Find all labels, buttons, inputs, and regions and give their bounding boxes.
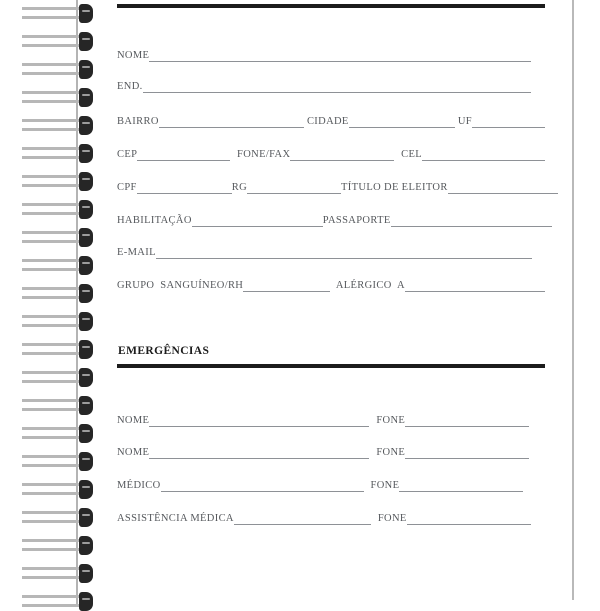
spiral-coil-cap bbox=[79, 592, 93, 611]
spiral-coil bbox=[22, 368, 92, 387]
form-field bbox=[336, 276, 545, 292]
field-write-line[interactable] bbox=[192, 214, 323, 227]
spiral-coil-cap bbox=[79, 312, 93, 331]
spiral-coil-highlight bbox=[82, 94, 90, 96]
spiral-wire bbox=[22, 212, 84, 215]
spiral-coil-cap bbox=[79, 508, 93, 527]
form-field bbox=[232, 178, 341, 194]
spiral-wire bbox=[22, 156, 84, 159]
spiral-coil bbox=[22, 32, 92, 51]
form-field bbox=[117, 276, 330, 292]
spiral-coil-highlight bbox=[82, 430, 90, 432]
spiral-coil-highlight bbox=[82, 458, 90, 460]
spiral-wire bbox=[22, 483, 84, 486]
form-field-row bbox=[117, 243, 545, 259]
field-write-line[interactable] bbox=[422, 148, 545, 161]
field-write-line[interactable] bbox=[149, 446, 369, 459]
spiral-coil-cap bbox=[79, 32, 93, 51]
spiral-coil bbox=[22, 424, 92, 443]
spiral-coil-highlight bbox=[82, 38, 90, 40]
field-write-line[interactable] bbox=[243, 279, 330, 292]
field-label: HABILITAÇÃO bbox=[117, 215, 192, 226]
field-gap bbox=[369, 458, 376, 459]
form-field bbox=[307, 112, 455, 128]
field-label: CEP bbox=[117, 149, 138, 160]
spiral-coil-cap bbox=[79, 88, 93, 107]
spiral-wire bbox=[22, 119, 84, 122]
form-field-row bbox=[117, 276, 545, 292]
field-label: ALÉRGICO A bbox=[335, 280, 405, 291]
spiral-wire bbox=[22, 259, 84, 262]
form-field bbox=[117, 411, 369, 427]
spiral-coil-cap bbox=[79, 144, 93, 163]
spiral-coil bbox=[22, 88, 92, 107]
field-label: RG bbox=[231, 182, 248, 193]
form-field bbox=[117, 509, 371, 525]
form-field bbox=[117, 211, 323, 227]
field-write-line[interactable] bbox=[290, 148, 394, 161]
spiral-coil-highlight bbox=[82, 150, 90, 152]
field-label: END. bbox=[117, 81, 143, 92]
field-gap bbox=[371, 524, 378, 525]
form-field-row bbox=[117, 211, 545, 227]
field-write-line[interactable] bbox=[234, 512, 371, 525]
spiral-coil bbox=[22, 256, 92, 275]
form-field bbox=[117, 145, 230, 161]
form-field bbox=[378, 509, 531, 525]
spiral-coil bbox=[22, 340, 92, 359]
form-field-row bbox=[117, 178, 545, 194]
form-field-row bbox=[117, 77, 545, 93]
field-gap bbox=[369, 426, 376, 427]
spiral-coil bbox=[22, 284, 92, 303]
form-field bbox=[237, 145, 394, 161]
field-label: FONE bbox=[370, 480, 400, 491]
form-field-row bbox=[117, 443, 545, 459]
spiral-wire bbox=[22, 128, 84, 131]
spiral-wire bbox=[22, 464, 84, 467]
spiral-wire bbox=[22, 203, 84, 206]
spiral-wire bbox=[22, 315, 84, 318]
field-write-line[interactable] bbox=[405, 414, 529, 427]
spiral-coil bbox=[22, 564, 92, 583]
spiral-coil-cap bbox=[79, 60, 93, 79]
spiral-coil-highlight bbox=[82, 542, 90, 544]
spiral-wire bbox=[22, 147, 84, 150]
spiral-coil-highlight bbox=[82, 206, 90, 208]
spiral-coil-highlight bbox=[82, 346, 90, 348]
spiral-coil bbox=[22, 60, 92, 79]
spiral-wire bbox=[22, 511, 84, 514]
spiral-wire bbox=[22, 492, 84, 495]
form-field-row bbox=[117, 476, 545, 492]
spiral-wire bbox=[22, 352, 84, 355]
spiral-wire bbox=[22, 539, 84, 542]
spiral-coil-cap bbox=[79, 172, 93, 191]
spiral-coil-highlight bbox=[82, 402, 90, 404]
form-field bbox=[117, 112, 304, 128]
form-field bbox=[341, 178, 558, 194]
spiral-wire bbox=[22, 35, 84, 38]
field-gap bbox=[230, 160, 237, 161]
spiral-wire bbox=[22, 436, 84, 439]
field-write-line[interactable] bbox=[143, 80, 531, 93]
spiral-coil-cap bbox=[79, 424, 93, 443]
field-label: FONE bbox=[376, 447, 406, 458]
spiral-coil-cap bbox=[79, 368, 93, 387]
field-write-line[interactable] bbox=[472, 115, 545, 128]
form-field bbox=[376, 443, 529, 459]
field-write-line[interactable] bbox=[448, 181, 558, 194]
field-label: CIDADE bbox=[306, 116, 349, 127]
spiral-coil-highlight bbox=[82, 374, 90, 376]
field-write-line[interactable] bbox=[405, 446, 529, 459]
spiral-wire bbox=[22, 63, 84, 66]
spiral-coil bbox=[22, 452, 92, 471]
spiral-coil bbox=[22, 172, 92, 191]
spiral-wire bbox=[22, 296, 84, 299]
field-write-line[interactable] bbox=[149, 414, 369, 427]
spiral-coil-highlight bbox=[82, 318, 90, 320]
field-label: PASSAPORTE bbox=[322, 215, 391, 226]
section-rule-personal bbox=[117, 4, 545, 8]
form-field bbox=[117, 46, 531, 62]
field-label: GRUPO SANGUÍNEO/RH bbox=[117, 280, 244, 291]
spiral-coil-cap bbox=[79, 4, 93, 23]
spiral-wire bbox=[22, 548, 84, 551]
field-label: CEL bbox=[401, 149, 422, 160]
form-field-row bbox=[117, 112, 545, 128]
form-field bbox=[117, 443, 369, 459]
spiral-coil bbox=[22, 312, 92, 331]
spiral-wire bbox=[22, 175, 84, 178]
spiral-wire bbox=[22, 576, 84, 579]
field-label: ASSISTÊNCIA MÉDICA bbox=[117, 513, 234, 524]
spiral-wire bbox=[22, 268, 84, 271]
form-field bbox=[117, 178, 232, 194]
field-label: FONE/FAX bbox=[237, 149, 291, 160]
spiral-wire bbox=[22, 520, 84, 523]
spiral-wire bbox=[22, 343, 84, 346]
form-field-row bbox=[117, 46, 545, 62]
field-label: BAIRRO bbox=[117, 116, 159, 127]
spiral-wire bbox=[22, 7, 84, 10]
field-write-line[interactable] bbox=[149, 49, 531, 62]
form-field bbox=[401, 145, 545, 161]
spiral-coil-highlight bbox=[82, 514, 90, 516]
spiral-coil-cap bbox=[79, 116, 93, 135]
spiral-binding bbox=[0, 0, 100, 600]
spiral-wire bbox=[22, 371, 84, 374]
spiral-coil bbox=[22, 4, 92, 23]
spiral-wire bbox=[22, 72, 84, 75]
field-label: TÍTULO DE ELEITOR bbox=[341, 182, 448, 193]
spiral-coil-cap bbox=[79, 452, 93, 471]
spiral-coil bbox=[22, 536, 92, 555]
form-field bbox=[117, 77, 531, 93]
spiral-coil-highlight bbox=[82, 66, 90, 68]
form-sheet bbox=[117, 0, 545, 600]
form-field-row bbox=[117, 411, 545, 427]
spiral-wire bbox=[22, 16, 84, 19]
spiral-wire bbox=[22, 567, 84, 570]
form-field-row bbox=[117, 145, 545, 161]
spiral-coil bbox=[22, 228, 92, 247]
spiral-coil bbox=[22, 144, 92, 163]
spiral-wire bbox=[22, 427, 84, 430]
spiral-coil-cap bbox=[79, 256, 93, 275]
spiral-coil-highlight bbox=[82, 122, 90, 124]
spiral-wire bbox=[22, 231, 84, 234]
form-field bbox=[117, 243, 532, 259]
spiral-wire bbox=[22, 44, 84, 47]
form-field bbox=[371, 476, 524, 492]
spiral-coil-cap bbox=[79, 284, 93, 303]
field-label: FONE bbox=[377, 513, 407, 524]
page-edge-line bbox=[572, 0, 574, 600]
spiral-wire bbox=[22, 91, 84, 94]
field-write-line[interactable] bbox=[137, 181, 232, 194]
spiral-wire bbox=[22, 595, 84, 598]
spiral-coil bbox=[22, 508, 92, 527]
spiral-coil-cap bbox=[79, 564, 93, 583]
field-write-line[interactable] bbox=[349, 115, 455, 128]
field-label: MÉDICO bbox=[117, 480, 161, 491]
field-label: UF bbox=[457, 116, 472, 127]
form-field bbox=[376, 411, 529, 427]
field-write-line[interactable] bbox=[156, 246, 532, 259]
spiral-coil-highlight bbox=[82, 290, 90, 292]
field-label: E-MAIL bbox=[117, 247, 156, 258]
spiral-coil-highlight bbox=[82, 234, 90, 236]
form-field bbox=[117, 476, 364, 492]
field-write-line[interactable] bbox=[247, 181, 341, 194]
spiral-coil bbox=[22, 396, 92, 415]
field-write-line[interactable] bbox=[161, 479, 364, 492]
spiral-coil-cap bbox=[79, 340, 93, 359]
spiral-coil-highlight bbox=[82, 570, 90, 572]
spiral-wire bbox=[22, 240, 84, 243]
spiral-coil-cap bbox=[79, 480, 93, 499]
field-gap bbox=[364, 491, 371, 492]
spiral-coil-highlight bbox=[82, 178, 90, 180]
spiral-wire bbox=[22, 100, 84, 103]
spiral-coil-highlight bbox=[82, 486, 90, 488]
field-gap bbox=[394, 160, 401, 161]
spiral-wire bbox=[22, 380, 84, 383]
spiral-wire bbox=[22, 399, 84, 402]
spiral-wire bbox=[22, 184, 84, 187]
field-label: FONE bbox=[376, 415, 406, 426]
spiral-wire bbox=[22, 604, 84, 607]
field-label: NOME bbox=[117, 415, 150, 426]
spiral-coil-highlight bbox=[82, 10, 90, 12]
field-write-line[interactable] bbox=[405, 279, 545, 292]
spiral-wire bbox=[22, 324, 84, 327]
spiral-coil-cap bbox=[79, 228, 93, 247]
spiral-coil bbox=[22, 116, 92, 135]
form-field bbox=[323, 211, 552, 227]
spiral-coil-highlight bbox=[82, 262, 90, 264]
form-field bbox=[458, 112, 545, 128]
spiral-coil-cap bbox=[79, 536, 93, 555]
field-label: CPF bbox=[117, 182, 137, 193]
spiral-wire bbox=[22, 287, 84, 290]
spiral-wire bbox=[22, 455, 84, 458]
field-write-line[interactable] bbox=[407, 512, 531, 525]
field-label: NOME bbox=[117, 447, 150, 458]
spiral-coil bbox=[22, 592, 92, 611]
section-rule-emergencies bbox=[117, 364, 545, 368]
spiral-coil-cap bbox=[79, 200, 93, 219]
field-write-line[interactable] bbox=[391, 214, 552, 227]
form-field-row bbox=[117, 509, 545, 525]
field-label: NOME bbox=[117, 50, 150, 61]
field-write-line[interactable] bbox=[159, 115, 304, 128]
field-write-line[interactable] bbox=[137, 148, 230, 161]
spiral-coil bbox=[22, 480, 92, 499]
spiral-wire bbox=[22, 408, 84, 411]
section-title-emergencies: EMERGÊNCIAS bbox=[118, 345, 210, 357]
spiral-coil bbox=[22, 200, 92, 219]
spiral-coil-cap bbox=[79, 396, 93, 415]
field-write-line[interactable] bbox=[399, 479, 523, 492]
